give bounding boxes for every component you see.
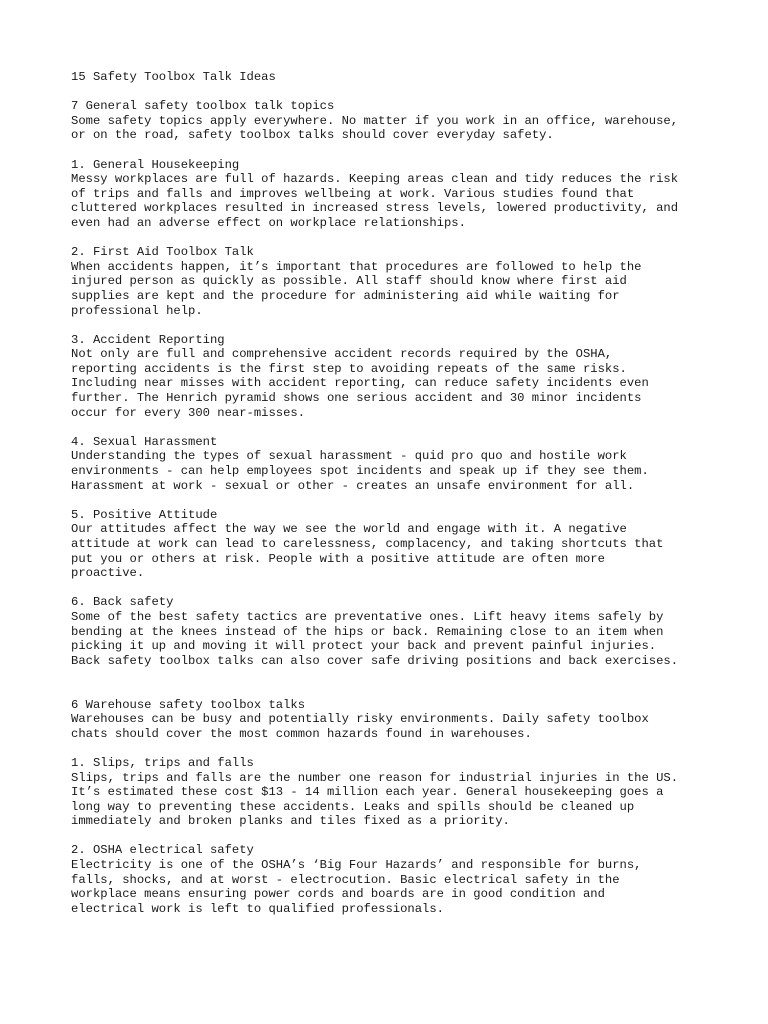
topic-accident-reporting <box>71 333 711 421</box>
topic-line: long way to preventing these accidents. Leaks and spills should be cleaned up <box>71 799 635 814</box>
section-intro <box>71 99 711 143</box>
topic-positive-attitude <box>71 508 711 581</box>
section-intro <box>71 698 711 742</box>
topic-line: reporting accidents is the first step to avoiding repeats of the same risks. <box>71 361 627 376</box>
intro-line: or on the road, safety toolbox talks should cover everyday safety. <box>71 128 554 143</box>
topic-line: further. The Henrich pyramid shows one serious accident and 30 minor incidents <box>71 391 642 406</box>
topic-line: picking it up and moving it will protect your back and prevent painful injuries. <box>71 639 657 654</box>
topic-line: of trips and falls and improves wellbeing at work. Various studies found that <box>71 186 635 201</box>
topic-line: even had an adverse effect on workplace relationships. <box>71 215 466 230</box>
section-general-topics <box>71 99 711 668</box>
topic-line: professional help. <box>71 303 203 318</box>
topic-line: Our attitudes affect the way we see the world and engage with it. A negative <box>71 522 627 537</box>
topic-heading: 5. Positive Attitude <box>71 507 218 522</box>
topic-line: Some of the best safety tactics are preventative ones. Lift heavy items safely by <box>71 609 664 624</box>
section-warehouse-talks <box>71 698 711 917</box>
topic-line: proactive. <box>71 566 145 581</box>
topic-line: Understanding the types of sexual harassment - quid pro quo and hostile work <box>71 449 627 464</box>
topic-heading: 2. OSHA electrical safety <box>71 843 254 858</box>
topic-line: supplies are kept and the procedure for administering aid while waiting for <box>71 288 620 303</box>
topic-line: Not only are full and comprehensive accident records required by the OSHA, <box>71 347 613 362</box>
topic-general-housekeeping <box>71 158 711 231</box>
topic-line: electrical work is left to qualified professionals. <box>71 901 444 916</box>
topic-line: Slips, trips and falls are the number one reason for industrial injuries in the US. <box>71 770 679 785</box>
topic-line: attitude at work can lead to carelessness, complacency, and taking shortcuts that <box>71 537 664 551</box>
topic-heading: 1. Slips, trips and falls <box>71 755 254 770</box>
topic-line: Electricity is one of the OSHA’s ‘Big Four Hazards’ and responsible for burns, <box>71 858 642 873</box>
topic-heading: 4. Sexual Harassment <box>71 434 218 449</box>
document-page <box>71 70 711 931</box>
section-heading: 6 Warehouse safety toolbox talks <box>71 697 306 712</box>
topic-heading: 2. First Aid Toolbox Talk <box>71 245 254 260</box>
topic-sexual-harassment <box>71 435 711 493</box>
document-title: 15 Safety Toolbox Talk Ideas <box>71 70 276 84</box>
topic-line: bending at the knees instead of the hips or back. Remaining close to an item when <box>71 624 664 639</box>
topic-line: falls, shocks, and at worst - electrocution. Basic electrical safety in the <box>71 872 620 887</box>
topic-heading: 6. Back safety <box>71 595 174 610</box>
topic-line: Back safety toolbox talks can also cover safe driving positions and back exercises. <box>71 653 679 668</box>
topic-line: cluttered workplaces resulted in increased stress levels, lowered productivity, and <box>71 201 679 216</box>
topic-line: injured person as quickly as possible. All staff should know where first aid <box>71 274 627 289</box>
topic-line: It’s estimated these cost $13 - 14 million each year. General housekeeping goes a <box>71 785 664 800</box>
topic-back-safety <box>71 595 711 668</box>
topic-heading: 3. Accident Reporting <box>71 332 225 347</box>
topic-line: When accidents happen, it’s important that procedures are followed to help the <box>71 259 642 274</box>
topic-line: environments - can help employees spot incidents and speak up if they see them. <box>71 464 649 479</box>
topic-line: workplace means ensuring power cords and boards are in good condition and <box>71 887 605 902</box>
intro-line: Warehouses can be busy and potentially risky environments. Daily safety toolbox <box>71 712 649 727</box>
topic-line: put you or others at risk. People with a positive attitude are often more <box>71 551 605 566</box>
topic-line: Including near misses with accident reporting, can reduce safety incidents even <box>71 376 649 391</box>
topic-osha-electrical-safety <box>71 843 711 916</box>
topic-line: Harassment at work - sexual or other - creates an unsafe environment for all. <box>71 478 635 493</box>
intro-line: Some safety topics apply everywhere. No matter if you work in an office, warehouse, <box>71 113 679 128</box>
topic-heading: 1. General Housekeeping <box>71 157 240 172</box>
topic-first-aid <box>71 245 711 318</box>
topic-slips-trips-falls <box>71 756 711 829</box>
topic-line: immediately and broken planks and tiles fixed as a priority. <box>71 814 510 829</box>
topic-line: Messy workplaces are full of hazards. Keeping areas clean and tidy reduces the risk <box>71 172 679 187</box>
intro-line: chats should cover the most common hazards found in warehouses. <box>71 726 532 741</box>
section-heading: 7 General safety toolbox talk topics <box>71 99 335 114</box>
topic-line: occur for every 300 near-misses. <box>71 405 306 420</box>
